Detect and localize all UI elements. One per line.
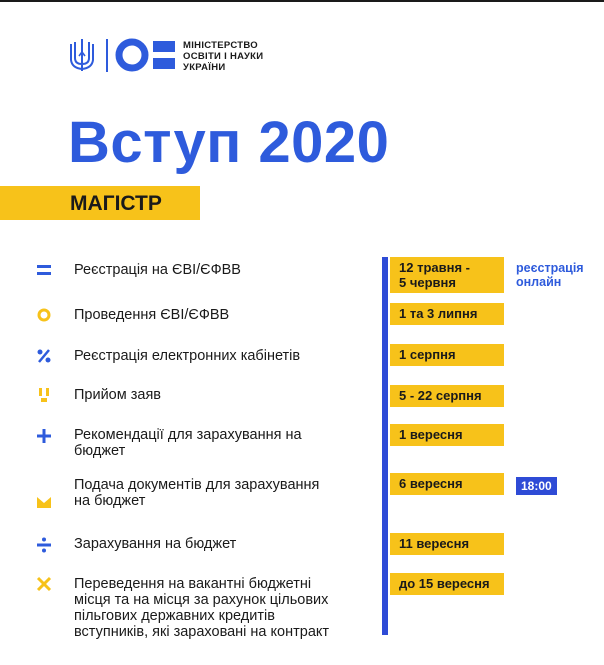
schedule-date: 5 - 22 серпня <box>390 385 504 407</box>
crown-icon <box>36 494 52 510</box>
label-line: вступників, які зараховані на контракт <box>74 624 330 640</box>
cross-icon <box>36 576 52 592</box>
schedule-label <box>74 477 374 509</box>
schedule-label: Прийом заяв <box>74 387 162 403</box>
schedule-label: Реєстрація на ЄВІ/ЄФВВ <box>74 262 241 278</box>
exclamation-icon <box>36 387 52 403</box>
schedule-date-line: 12 травня - <box>399 260 470 275</box>
note-line: онлайн <box>516 275 562 289</box>
schedule-date: 1 та 3 липня <box>390 303 504 325</box>
label-line: Подача документів для зарахування <box>74 477 320 493</box>
schedule-date: 11 вересня <box>390 533 504 555</box>
label-line: Рекомендації для зарахування на <box>74 427 302 443</box>
label-line: на бюджет <box>74 493 146 509</box>
ministry-line-3: УКРАЇНИ <box>183 62 226 73</box>
schedule-date: до 15 вересня <box>390 573 504 595</box>
schedule-label <box>74 427 374 459</box>
top-border <box>0 0 604 2</box>
schedule-date <box>390 257 504 293</box>
trident-icon <box>70 38 94 72</box>
logo-divider <box>106 39 108 72</box>
circle-icon <box>36 307 52 323</box>
schedule-label: Зарахування на бюджет <box>74 536 237 552</box>
schedule-date: 6 вересня <box>390 473 504 495</box>
divide-icon <box>36 537 52 553</box>
schedule-date: 1 вересня <box>390 424 504 446</box>
ministry-logo-icon <box>115 38 177 72</box>
label-line: пільгових державних кредитів <box>74 608 275 624</box>
ministry-line-2: ОСВІТИ І НАУКИ <box>183 51 264 62</box>
schedule-date: 1 серпня <box>390 344 504 366</box>
time-badge: 18:00 <box>516 477 557 495</box>
subtitle: МАГІСТР <box>70 192 162 215</box>
ministry-name <box>183 40 263 73</box>
equals-icon <box>36 262 52 278</box>
label-line: бюджет <box>74 443 126 459</box>
ministry-line-1: МІНІСТЕРСТВО <box>183 40 258 51</box>
schedule-label <box>74 576 379 640</box>
registration-note <box>516 261 584 289</box>
plus-icon <box>36 428 52 444</box>
label-line: місця та на місця за рахунок цільових <box>74 592 329 608</box>
schedule-label: Проведення ЄВІ/ЄФВВ <box>74 307 230 323</box>
schedule-label: Реєстрація електронних кабінетів <box>74 348 301 364</box>
note-line: реєстрація <box>516 261 584 275</box>
schedule-date-line: 5 червня <box>399 275 456 290</box>
label-line: Переведення на вакантні бюджетні <box>74 576 312 592</box>
percent-icon <box>36 348 52 364</box>
page-title: Вступ 2020 <box>68 110 390 175</box>
timeline-line <box>382 257 388 635</box>
